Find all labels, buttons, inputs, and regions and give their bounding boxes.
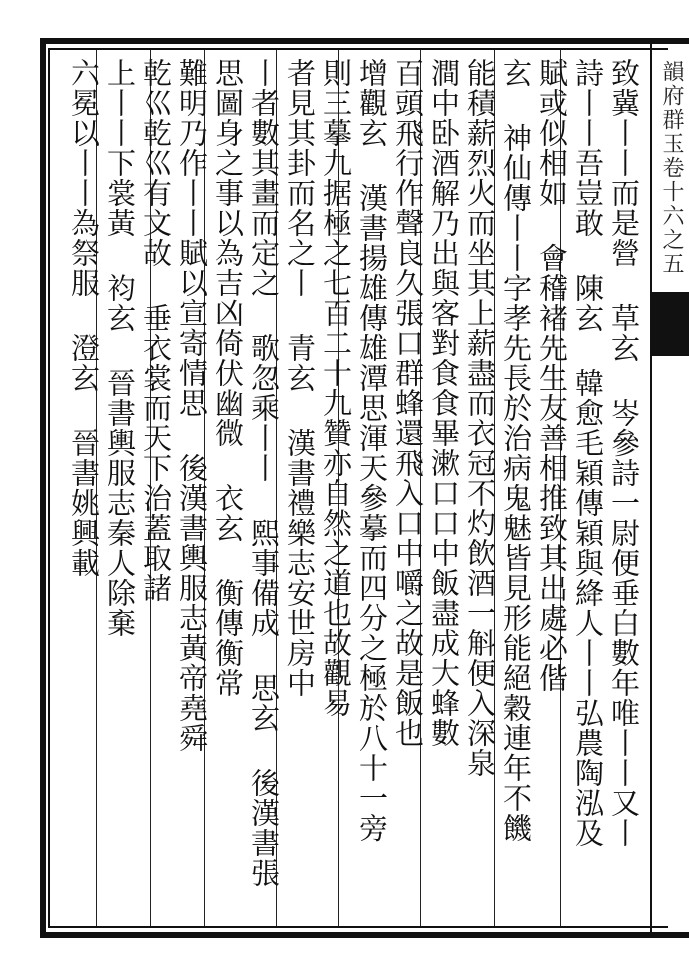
fishtail-mark: [650, 292, 689, 356]
text-column-2: 詩丨丨吾豈敢 陳玄 韓愈毛穎傳穎與絳人丨丨弘農陶泓及: [571, 58, 605, 848]
text-column-12: 思圖身之事以為吉凶倚伏幽微 衣玄 衡傳衡常: [211, 58, 245, 698]
margin-title: 韻府群玉卷十六之五: [659, 60, 684, 276]
text-column-1: 致冀丨丨而是營 草玄 岑參詩一尉便垂白數年唯丨丨又丨: [607, 58, 641, 848]
text-column-4: 玄 神仙傳丨丨字孝先長於治病鬼魅皆見形能絕穀連年不饑: [499, 58, 533, 843]
text-column-11: 丨者數其畫而定之 歌忽乘丨丨 熙事備成 思玄 後漢書張: [247, 58, 281, 888]
text-column-13: 難明乃作丨丨賦以宣寄情思 後漢書輿服志黃帝堯舜: [175, 58, 209, 753]
text-column-5: 能積薪烈火而坐其上薪盡而衣冠不灼飲酒一斛便入深泉: [463, 58, 497, 778]
text-column-9: 則三摹九据極之七百二十九贊亦自然之道也故觀易: [319, 58, 353, 718]
text-column-16: 六冕以丨丨為祭服 澄玄 晉書姚興載: [67, 58, 101, 578]
text-column-7: 百頭飛行作聲良久張口群蜂還飛入口中嚼之故是飯也: [391, 58, 425, 748]
text-column-8: 增觀玄 漢書揚雄傳雄潭思渾天參摹而四分之極於八十一旁: [355, 58, 389, 843]
text-column-10: 者見其卦而名之丨 青玄 漢書禮樂志安世房中: [283, 58, 317, 698]
text-column-6: 澗中卧酒解乃出與客對食食畢漱口口中飯盡成大蜂數: [427, 58, 461, 748]
text-column-3: 賦或似相如 會稽褚先生友善相推致其出處必偕: [535, 58, 569, 693]
text-column-14: 乾巛乾巛有文故 垂衣裳而天下治蓋取諸: [139, 58, 173, 603]
text-column-15: 上丨丨下裳黃 袀玄 晉書輿服志秦人除棄: [103, 58, 137, 638]
